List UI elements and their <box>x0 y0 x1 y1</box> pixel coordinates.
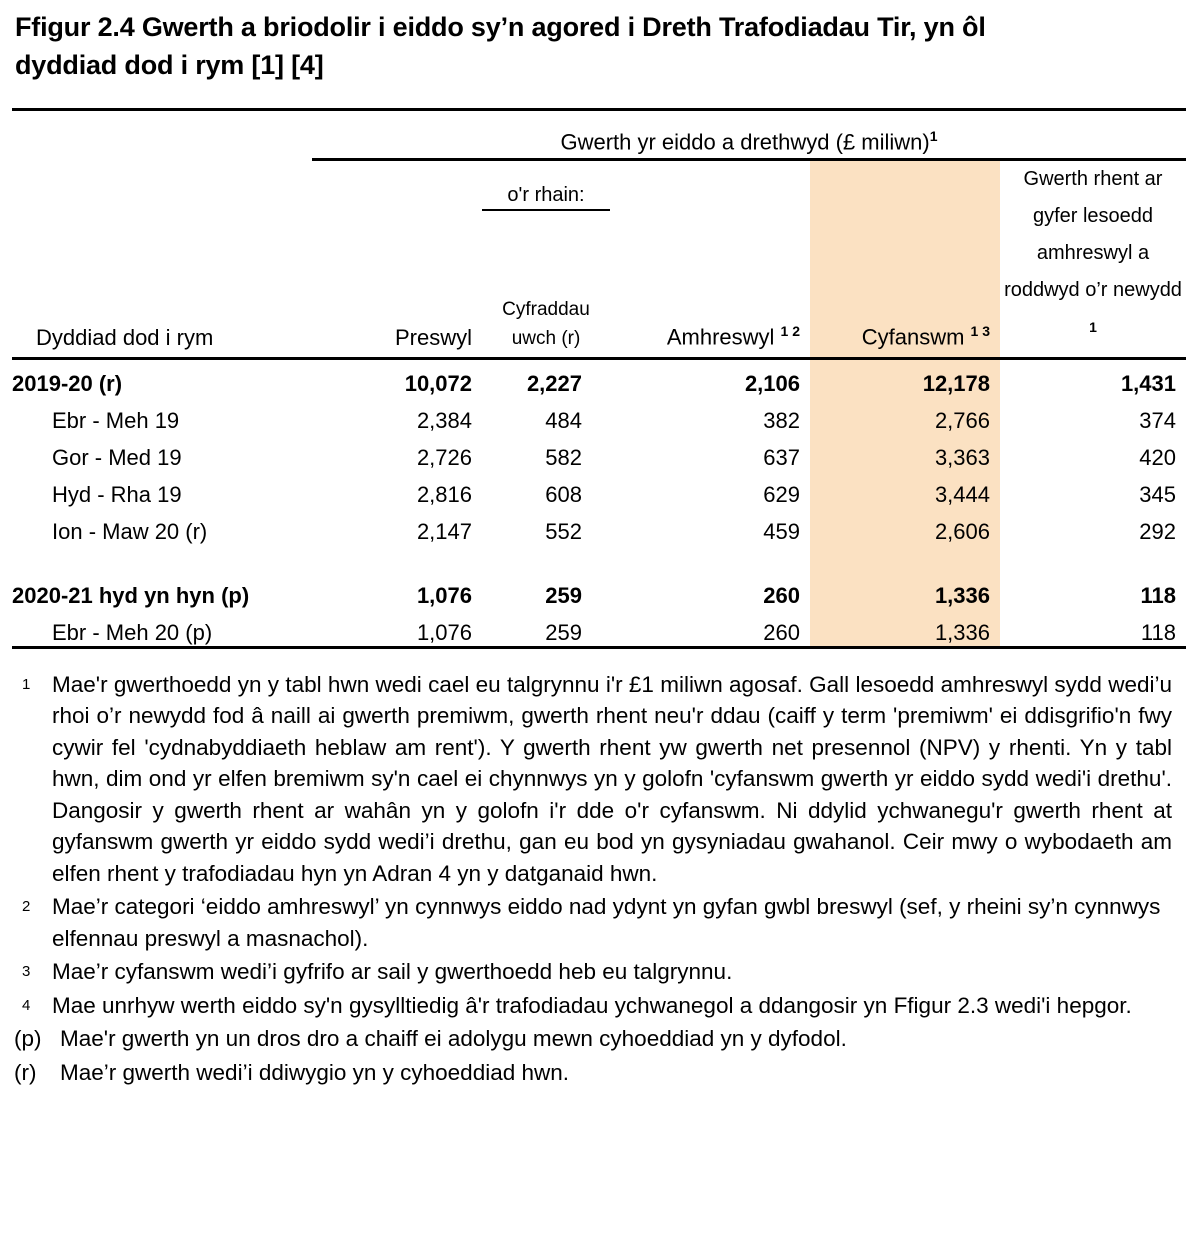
page-title: Ffigur 2.4 Gwerth a briodolir i eiddo sy’n agored i Dreth Trafodiadau Tir, yn ôl dyddiad dod i rym [1] [4] <box>15 12 986 80</box>
row-rent: 292 <box>1139 518 1176 544</box>
row-residential: 1,076 <box>416 582 472 608</box>
header-nonresidential-label: Amhreswyl <box>666 324 775 350</box>
subgroup-spacer-nonres <box>610 160 810 211</box>
spacer-total <box>810 210 1000 233</box>
footnote-2 <box>12 891 1186 954</box>
row-residential: 10,072 <box>404 370 472 396</box>
row-higher: 582 <box>545 444 582 470</box>
row-rent: 118 <box>1140 582 1176 608</box>
row-residential: 2,726 <box>416 444 472 470</box>
footnote-1 <box>12 669 1186 890</box>
span-header-label: Gwerth yr eiddo a drethwyd (£ miliwn) <box>560 129 930 154</box>
footnotes <box>12 669 1186 1089</box>
span-header-row <box>12 111 1186 160</box>
gap-nonres <box>610 545 810 572</box>
row-label: 2020-21 hyd yn hyn (p) <box>12 582 250 608</box>
rent-header-label: Gwerth rhent ar gyfer lesoedd amhreswyl a roddwyd o’r newydd <box>1004 168 1182 301</box>
row-higher: 484 <box>545 407 582 433</box>
table-row <box>12 397 1186 434</box>
header-nonresidential <box>610 233 810 358</box>
row-rent: 118 <box>1140 619 1176 645</box>
row-label <box>12 609 312 648</box>
footnote-text: Mae’r cyfanswm wedi’i gyfrifo ar sail y gwerthoedd heb eu talgrynnu. <box>52 959 733 985</box>
table-row <box>12 508 1186 545</box>
row-label <box>12 397 312 434</box>
table-gap-row <box>12 545 1186 572</box>
header-residential: Preswyl <box>312 233 482 358</box>
footnote-text: Mae'r gwerthoedd yn y tabl hwn wedi cael eu talgrynnu i'r £1 miliwn agosaf. Gall lesoedd amhreswyl sydd wedi’u rhoi o’r newydd fod â naill ai gwerth premiwm, gwerth rhent neu'r ddau (caiff y term 'premiwm' ei ddisgrifio'n fwy cywir fel 'cydnabyddiaeth heblaw am rent'). Y gwerth rhent yw gwerth net presennol (NPV) y rhenti. Yn y tabl hwn, dim ond yr elfen bremiwm sy'n cael ei chynnwys yn y golofn 'cyfanswm gwerth yr eiddo sydd wedi'i drethu'. Dangosir y gwerth rhent ar wahân yn y golofn i'r dde o'r cyfanswm. Ni ddylid ychwanegu'r gwerth rhent at gyfanswm gwerth yr eiddo sydd wedi’i drethu, gan eu bod yn gysyniadau gwahanol. Ceir mwy o wybodaeth am elfen rhent y trafodiadau hyn yn Adran 4 yn y datganaid hwn. <box>52 671 1172 886</box>
row-nonresidential: 637 <box>763 444 800 470</box>
header-date: Dyddiad dod i rym <box>12 233 312 358</box>
row-higher: 259 <box>545 619 582 645</box>
header-higher-line2: uwch (r) <box>511 327 581 349</box>
footnote-3 <box>12 956 1186 988</box>
gap-resid <box>312 545 482 572</box>
subgroup-spacer-left <box>12 160 312 211</box>
footnote-marker: (r) <box>14 1059 37 1085</box>
footnote-marker: 1 <box>22 675 31 693</box>
row-rent: 345 <box>1139 481 1176 507</box>
span-header-spacer <box>12 111 312 160</box>
spacer-nonres <box>610 210 810 233</box>
row-total: 3,444 <box>810 471 1000 508</box>
footnote-text: Mae’r gwerth wedi’i ddiwygio yn y cyhoeddiad hwn. <box>60 1059 570 1085</box>
gap-total <box>810 545 1000 572</box>
row-nonresidential: 2,106 <box>744 370 800 396</box>
table-row <box>12 609 1186 648</box>
row-nonresidential: 629 <box>763 481 800 507</box>
row-nonresidential: 382 <box>763 407 800 433</box>
row-residential: 1,076 <box>416 619 472 645</box>
row-label <box>12 508 312 545</box>
footnote-text: Mae’r categori ‘eiddo amhreswyl’ yn cynnwys eiddo nad ydynt yn gyfan gwbl breswyl (sef, y rheini sy’n cynnwys elfennau preswyl a masnachol). <box>52 894 1161 951</box>
data-table <box>12 108 1186 649</box>
row-residential: 2,816 <box>416 481 472 507</box>
footnote-marker: 2 <box>22 898 31 916</box>
row-total: 12,178 <box>810 358 1000 397</box>
subgroup-spacer-total <box>810 160 1000 211</box>
table-row <box>12 434 1186 471</box>
row-higher: 2,227 <box>526 370 582 396</box>
footnote-p <box>12 1023 1186 1055</box>
row-total: 1,336 <box>810 609 1000 648</box>
header-higher-line1: Cyfraddau <box>502 298 590 320</box>
header-total-superscript: 1 3 <box>970 323 990 340</box>
row-residential: 2,384 <box>416 407 472 433</box>
gap-date <box>12 545 312 572</box>
span-header-superscript: 1 <box>929 127 938 144</box>
subgroup-header-row <box>12 160 1186 211</box>
row-total: 3,363 <box>810 434 1000 471</box>
rent-column-header <box>1000 160 1186 359</box>
row-rent: 420 <box>1139 444 1176 470</box>
subgroup-spacer-resid <box>312 160 482 211</box>
row-label <box>12 471 312 508</box>
row-label-text: Gor - Med 19 <box>52 444 182 470</box>
spacer-date <box>12 210 312 233</box>
table-bottom-rule <box>12 647 1186 649</box>
table-container <box>12 108 1186 649</box>
footnote-r <box>12 1057 1186 1089</box>
footnote-4 <box>12 990 1186 1022</box>
header-total-label: Cyfanswm <box>861 324 965 350</box>
row-rent: 1,431 <box>1120 370 1176 396</box>
footnote-marker: 3 <box>22 963 31 981</box>
header-higher-rates <box>482 233 610 358</box>
row-nonresidential: 459 <box>763 518 800 544</box>
row-rent: 374 <box>1139 407 1176 433</box>
row-residential: 2,147 <box>416 518 472 544</box>
gap-higher <box>482 545 610 572</box>
table-row <box>12 471 1186 508</box>
header-total <box>810 233 1000 358</box>
subgroup-header-label: o'r rhain: <box>482 160 610 211</box>
footnote-text: Mae unrhyw werth eiddo sy'n gysylltiedig â'r trafodiadau ychwanegol a ddangosir yn Ffigur 2.3 wedi'i hepgor. <box>52 992 1132 1018</box>
row-total: 2,766 <box>810 397 1000 434</box>
row-nonresidential: 260 <box>763 619 800 645</box>
footnote-text: Mae'r gwerth yn un dros dro a chaiff ei adolygu mewn cyhoeddiad yn y dyfodol. <box>60 1026 847 1052</box>
row-higher: 259 <box>545 582 582 608</box>
gap-rent <box>1000 545 1186 572</box>
table-row <box>12 572 1186 609</box>
row-higher: 552 <box>545 518 582 544</box>
row-label <box>12 434 312 471</box>
row-label-text: Ebr - Meh 20 (p) <box>52 619 213 645</box>
header-nonresidential-superscript: 1 2 <box>780 323 800 340</box>
row-higher: 608 <box>545 481 582 507</box>
footnote-marker: (p) <box>14 1026 42 1052</box>
row-label: 2019-20 (r) <box>12 370 123 396</box>
footnote-marker: 4 <box>22 996 31 1014</box>
spacer-resid <box>312 210 482 233</box>
row-total: 1,336 <box>810 572 1000 609</box>
spacer-higher <box>482 210 610 233</box>
row-nonresidential: 260 <box>763 582 800 608</box>
row-label-text: Ebr - Meh 19 <box>52 407 180 433</box>
row-label-text: Ion - Maw 20 (r) <box>52 518 208 544</box>
row-label-text: Hyd - Rha 19 <box>52 481 182 507</box>
table-row <box>12 358 1186 397</box>
span-header-cell <box>312 111 1186 160</box>
row-total: 2,606 <box>810 508 1000 545</box>
rule-line <box>12 647 1186 649</box>
rent-header-superscript: 1 <box>1089 319 1097 335</box>
